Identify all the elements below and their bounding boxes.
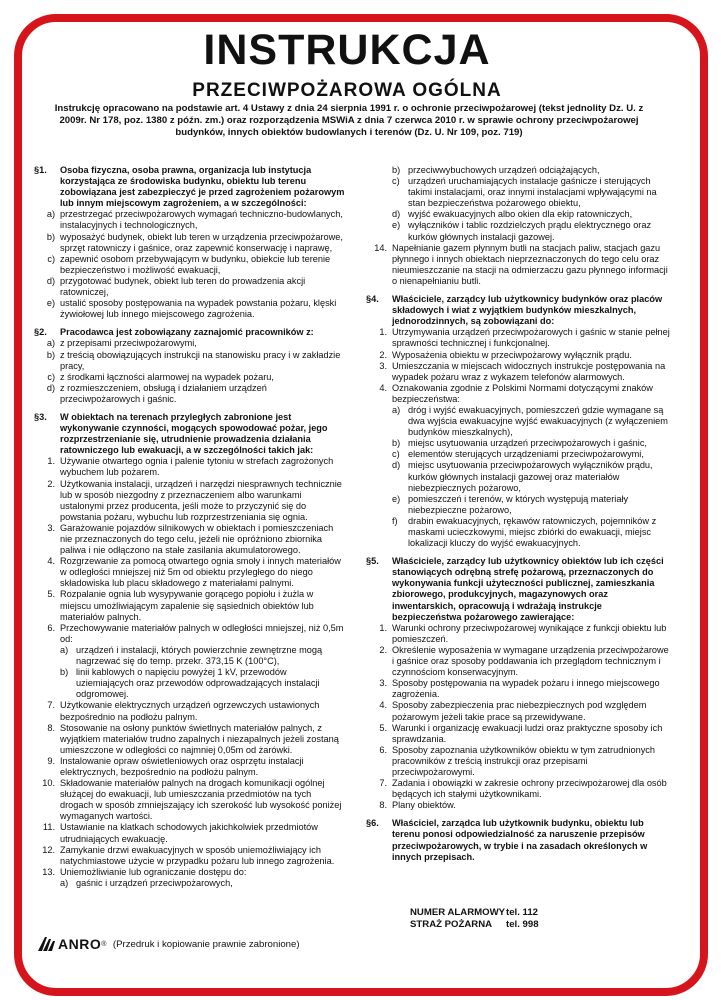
list-item-marker: 2.	[47, 478, 55, 489]
list-item-marker: a)	[46, 338, 55, 349]
list-item-text: Utrzymywania urządzeń przeciwpożarowych i gaśnic w stanie pełnej sprawności technicznej i funkcjonalnej.	[392, 327, 670, 349]
intro-legal-basis: Instrukcję opracowano na podstawie art. 4 Ustawy z dnia 24 sierpnia 1991 r. o ochronie przeciwpożarowej (tekst jednolity Dz. U. z 2009r. Nr 178, poz. 1380 z późn. zm.) oraz rozporządzenia MSWiA z dnia 7 czerwca 2010 r. w sprawie ochrony przeciwpożarowej budynków, innych obiektów budowlanych i terenów (Dz. U. Nr 109, poz. 719)	[54, 103, 644, 139]
list-item	[34, 623, 346, 645]
list-item	[60, 645, 346, 667]
list-item-marker: f)	[392, 515, 398, 526]
list-item	[34, 479, 346, 523]
list-item-marker: a)	[60, 877, 69, 888]
section-heading: Osoba fizyczna, osoba prawna, organizacja lub instytucja korzystająca ze środowiska budynku, obiektu lub terenu zobowiązana jest zabezpieczyć je przed zagrożeniem pożarowym lub innym miejscowym zagrożeniem, a w szczególności:	[60, 165, 345, 209]
list-item-marker: 14.	[374, 242, 387, 253]
list-item	[34, 589, 346, 622]
list-item	[366, 350, 672, 361]
list-item-text: Uniemożliwianie lub ograniczanie dostępu do:	[60, 866, 247, 877]
list-item-marker: 3.	[47, 522, 55, 533]
list-item-text: Warunki ochrony przeciwpożarowej wynikające z funkcji obiektu lub pomieszczeń.	[392, 622, 667, 644]
list-item-text: drabin ewakuacyjnych, rękawów ratowniczych, pojemników z maskami ucieczkowymi, miejsc zbiórki do ewakuacji, miejsc lokalizacji kluczy do wyjść ewakuacyjnych.	[408, 515, 657, 549]
list-item-marker: 3.	[379, 678, 387, 689]
page-subtitle: PRZECIWPOŻAROWA OGÓLNA	[192, 80, 502, 101]
list-item-text: Używanie otwartego ognia i palenie tytoniu w strefach zagrożonych wybuchem lub pożarem.	[60, 456, 334, 478]
list-item-text: wyłączników i tablic rozdzielczych prądu elektrycznego oraz kurków głównych instalacji gazowej.	[408, 220, 652, 242]
list-item-marker: 2.	[379, 644, 387, 655]
list-item-text: przygotować budynek, obiekt lub teren do prowadzenia akcji ratowniczej,	[60, 275, 306, 298]
list-item-text: z przepisami przeciwpożarowymi,	[60, 338, 197, 349]
list-item-marker: 9.	[47, 755, 55, 766]
list-item-text: Stosowanie na osłony punktów świetlnych materiałów palnych, z wyjątkiem materiałów trudno zapalnych i niezapalnych jeżeli zostaną umieszczone w odległości co najmniej 0,05m od żarówki.	[60, 722, 339, 755]
list-item-text: elementów sterujących urządzeniami przeciwpożarowymi,	[408, 449, 644, 460]
list-item	[60, 667, 346, 700]
list-item	[34, 845, 346, 867]
list-item-marker: 11.	[42, 822, 55, 833]
list-item-text: z treścią obowiązujących instrukcji na stanowisku pracy i w zakładzie pracy,	[60, 349, 341, 371]
list-item	[392, 220, 672, 242]
list-item	[34, 867, 346, 878]
list-item-text: wyjść ewakuacyjnych albo okien dla ekip ratowniczych,	[408, 209, 633, 220]
list-item-text: Zadania i obowiązki w zakresie ochrony przeciwpożarowej dla osób będących ich stałymi użytkownikami.	[392, 778, 667, 800]
list-item	[34, 756, 346, 778]
list-item	[366, 361, 672, 383]
list-item	[34, 209, 346, 231]
list-item-marker: b)	[392, 438, 401, 449]
list-item	[34, 822, 346, 844]
list-item-marker: 13.	[42, 866, 55, 877]
section-2-list	[34, 338, 346, 405]
list-item-marker: d)	[392, 209, 401, 220]
list-item-text: Sposoby postępowania na wypadek pożaru i innego miejscowego zagrożenia.	[392, 678, 660, 700]
list-item	[366, 327, 672, 349]
section-heading: Pracodawca jest zobowiązany zaznajomić pracowników z:	[60, 327, 314, 338]
section-number: §4.	[366, 294, 379, 305]
list-item-marker: 8.	[47, 722, 55, 733]
copyright-note: (Przedruk i kopiowanie prawnie zabronione)	[112, 938, 300, 950]
list-item-marker: 5.	[379, 722, 387, 733]
alarm-label: NUMER ALARMOWY	[410, 907, 506, 918]
list-item-text: Oznakowania zgodnie z Polskimi Normami dotyczącymi znaków bezpieczeństwa:	[392, 382, 653, 404]
list-item	[392, 449, 672, 460]
list-item-marker: b)	[46, 231, 55, 242]
list-item-marker: 2.	[379, 349, 387, 360]
list-item	[34, 556, 346, 589]
list-item-marker: c)	[47, 253, 55, 264]
section-1	[34, 165, 346, 320]
list-item-text: miejsc usytuowania przeciwpożarowych wyłączników prądu, kurków głównych instalacji gazowej oraz materiałów niebezpiecznych pożarowo,	[408, 460, 653, 493]
list-item-text: Napełnianie gazem płynnym butli na stacjach paliw, stacjach gazu płynnego i innych obiektach nieprzeznaczonych do tego celu oraz nieumieszczanie na stacji na odmierzaczu gazu płynnego informacji o nienapełnianiu butli.	[392, 242, 668, 286]
list-item-text: przeciwwybuchowych urządzeń odciążających,	[408, 165, 600, 175]
list-item-text: przestrzegać przeciwpożarowych wymagań techniczno-budowlanych, instalacyjnych i technologicznych,	[60, 209, 343, 231]
section-3-continued	[366, 165, 672, 287]
list-item-text: Użytkowanie elektrycznych urządzeń ogrzewczych ustawionych bezpośrednio na podłożu palnym.	[60, 700, 320, 722]
list-item-marker: 4.	[47, 556, 55, 567]
section-number: §5.	[366, 556, 379, 567]
list-item	[34, 338, 346, 349]
list-item-marker: d)	[392, 460, 401, 471]
list-item-marker: c)	[392, 449, 400, 460]
list-item-text: pomieszczeń i terenów, w których występują materiały niebezpieczne pożarowo,	[408, 493, 629, 515]
list-item-marker: 8.	[379, 800, 387, 811]
list-item-text: Określenie wyposażenia w wymagane urządzenia przeciwpożarowe i gaśnice oraz sposoby poddawania ich przeglądom technicznym i czynnościom konserwacyjnym.	[392, 644, 669, 678]
list-item-text: urządzeń uruchamiających instalacje gaśnicze i sterujących takimi instalacjami, oraz innymi instalacjami wpływającymi na stan bezpieczeństwa pożarowego obiektu,	[408, 176, 657, 209]
list-item	[34, 456, 346, 478]
list-item-marker: a)	[46, 209, 55, 220]
list-item-marker: a)	[392, 404, 401, 415]
alarm-label: STRAŻ POŻARNA	[410, 919, 493, 930]
list-item	[34, 254, 346, 276]
list-item-text: Garażowanie pojazdów silnikowych w obiektach i pomieszczeniach nie przeznaczonych do tego celu, jeżeli nie opróżniono zbiornika paliwa i nie odłączono na stałe zasilania akumulatorowego.	[60, 522, 334, 556]
section-heading: Właściciel, zarządca lub użytkownik budynku, obiektu lub terenu ponosi odpowiedzialność za naruszenie przepisów przeciwpożarowych, w trybie i na zasadach określonych w innych przepisach.	[392, 818, 648, 862]
list-item	[392, 405, 672, 438]
list-item-text: Rozgrzewanie za pomocą otwartego ognia smoły i innych materiałów w odległości mniejszej niż 5m od obiektu przyległego do niego składowiska lub placu składowego z materiałami palnymi.	[60, 556, 341, 589]
list-item	[34, 276, 346, 298]
list-item-marker: 10.	[42, 778, 55, 789]
list-item-marker: 6.	[47, 622, 55, 633]
section-3-continued-list	[366, 165, 672, 287]
section-4	[366, 294, 672, 549]
list-item-text: miejsc usytuowania urządzeń przeciwpożarowych i gaśnic,	[408, 438, 647, 449]
section-3	[34, 412, 346, 889]
list-item-marker: d)	[46, 382, 55, 393]
list-item-marker: e)	[392, 220, 401, 231]
list-item	[366, 700, 672, 722]
list-item	[34, 372, 346, 383]
list-item-text: dróg i wyjść ewakuacyjnych, pomieszczeń gdzie wymagane są dwa wyjścia ewakuacyjne wyjść ewakuacyjnych (z wyłączeniem budynków mieszkalnych),	[408, 404, 668, 438]
section-4-list	[366, 327, 672, 549]
list-item-text: gaśnic i urządzeń przeciwpożarowych,	[76, 877, 233, 888]
section-heading: W obiektach na terenach przyległych zabronione jest wykonywanie czynności, mogących spowodować pożar, jego rozprzestrzenianie się, utrudnienie prowadzenia działania ratowniczego lub ewakuacji, a w szczególności takich jak:	[60, 411, 328, 456]
list-item	[34, 350, 346, 372]
list-item-text: Rozpalanie ognia lub wysypywanie gorącego popiołu i żużla w miejscu umożliwiającym zapalenie się sąsiednich obiektów lub materiałów palnych.	[60, 589, 314, 622]
list-item-text: z środkami łączności alarmowej na wypadek pożaru,	[60, 371, 274, 382]
section-heading: Właściciele, zarządcy lub użytkownicy obiektów lub ich części stanowiących odrębną strefę pożarową, przeznaczonych do wykonywania funkcji użyteczności publicznej, zamieszkania zbiorowego, produkcyjnych, magazynowych oraz inwentarskich, opracowują i wdrażają instrukcje bezpieczeństwa pożarowego zawierające:	[392, 556, 664, 622]
list-item	[34, 723, 346, 756]
alarm-row	[410, 907, 610, 919]
list-item-text: Zamykanie drzwi ewakuacyjnych w sposób uniemożliwiający ich natychmiastowe użycie w przypadku pożaru lub innego zagrożenia.	[60, 844, 335, 866]
list-item-text: Składowanie materiałów palnych na drogach komunikacji ogólnej służącej do ewakuacji, lub umieszczania przedmiotów na tych drogach w sposób zmniejszający ich szerokość lub wysokość poniżej wymaganych wartości.	[60, 778, 342, 822]
list-item	[366, 645, 672, 678]
list-item-text: linii kablowych o napięciu powyżej 1 kV, przewodów uziemiających oraz przewodów odprowadzających instalacji odgromowej.	[76, 667, 320, 700]
list-item-text: zapewnić osobom przebywającym w budynku, obiekcie lub terenie bezpieczeństwo i możliwość ewakuacji,	[60, 253, 331, 275]
list-item-marker: a)	[60, 644, 69, 655]
list-item	[60, 878, 346, 889]
section-5-list	[366, 623, 672, 812]
list-item-marker: b)	[392, 165, 401, 175]
list-item	[366, 745, 672, 778]
list-item-marker: 5.	[47, 589, 55, 600]
list-item	[366, 623, 672, 645]
list-item-marker: 7.	[47, 700, 55, 711]
list-item-marker: 1.	[379, 622, 387, 633]
right-column	[366, 165, 672, 870]
list-item-text: Ustawianie na klatkach schodowych jakichkolwiek przedmiotów utrudniających ewakuację.	[60, 822, 318, 844]
section-6	[366, 818, 672, 862]
list-item	[366, 723, 672, 745]
list-item	[34, 700, 346, 722]
list-item-text: Sposoby zabezpieczenia prac niebezpiecznych pod względem pożarowym jeżeli takie prace są przewidywane.	[392, 700, 647, 722]
list-item-marker: 4.	[379, 382, 387, 393]
section-heading: Właściciele, zarządcy lub użytkownicy budynków oraz placów składowych i wiat z wyjątkiem budynków mieszkalnych, jednorodzinnych, są zobowiązani do:	[392, 294, 663, 327]
list-item-text: wyposażyć budynek, obiekt lub teren w urządzenia przeciwpożarowe, sprzęt ratowniczy i gaśnice, oraz zapewnić konserwację i naprawę,	[60, 231, 343, 253]
section-number: §2.	[34, 327, 47, 338]
list-item	[34, 778, 346, 822]
footer	[38, 936, 300, 952]
list-item-marker: e)	[46, 298, 55, 309]
anro-logo-icon	[38, 937, 56, 951]
left-column	[34, 165, 346, 896]
section-2	[34, 327, 346, 405]
list-item-marker: b)	[46, 349, 55, 360]
list-item	[34, 298, 346, 320]
list-item	[392, 438, 672, 449]
section-number: §6.	[366, 818, 379, 829]
list-item-marker: c)	[392, 176, 400, 187]
list-item-marker: 1.	[47, 456, 55, 467]
section-5	[366, 556, 672, 811]
list-item	[392, 516, 672, 549]
list-item	[392, 494, 672, 516]
list-item-text: Użytkowania instalacji, urządzeń i narzędzi niesprawnych technicznie lub w sposób niezgodny z przeznaczeniem albo warunkami ustalonymi przez producenta, jeśli może to przyczynić się do powstania pożaru, wybuchu lub rozprzestrzeniania się ognia.	[60, 478, 342, 522]
anro-logo	[38, 936, 107, 952]
list-item	[366, 243, 672, 287]
list-item-marker: b)	[60, 667, 69, 678]
list-item-text: ustalić sposoby postępowania na wypadek powstania pożaru, klęski żywiołowej lub innego miejscowego zagrożenia.	[60, 298, 337, 320]
list-item-text: Umieszczania w miejscach widocznych instrukcje postępowania na wypadek pożaru wraz z wykazem telefonów alarmowych.	[392, 360, 666, 382]
section-number: §1.	[34, 165, 47, 175]
list-item-text: Plany obiektów.	[392, 800, 456, 811]
list-item	[366, 778, 672, 800]
list-item-text: Sposoby zapoznania użytkowników obiektu w tym zatrudnionych pracowników z treścią instrukcji oraz przepisami przeciwpożarowymi.	[392, 744, 656, 777]
list-item	[392, 460, 672, 493]
list-item-text: urządzeń i instalacji, których powierzchnie zewnętrzne mogą nagrzewać się do temp. przekr. 373,15 K (100°C),	[76, 644, 323, 667]
list-item-text: Instalowanie opraw oświetleniowych oraz osprzętu instalacji elektrycznych, bezpośrednio na podłożu palnym.	[60, 755, 304, 777]
list-item	[34, 232, 346, 254]
list-item-marker: 3.	[379, 360, 387, 371]
section-number: §3.	[34, 411, 47, 422]
brand-name: ANRO	[58, 936, 102, 952]
list-item-text: Przechowywanie materiałów palnych w odległości mniejszej, niż 0,5m od:	[60, 622, 344, 644]
section-1-list	[34, 209, 346, 320]
list-item-marker: d)	[46, 275, 55, 286]
list-item	[392, 209, 672, 220]
list-item	[34, 383, 346, 405]
list-item	[366, 800, 672, 811]
list-item-marker: 4.	[379, 700, 387, 711]
alarm-numbers	[410, 907, 610, 931]
list-item	[34, 523, 346, 556]
list-item-marker: 6.	[379, 744, 387, 755]
list-item-text: Wyposażenia obiektu w przeciwpożarowy wyłącznik prądu.	[392, 349, 632, 360]
alarm-row	[410, 919, 610, 931]
list-item-text: Warunki i organizację ewakuacji ludzi oraz praktyczne sposoby ich sprawdzania.	[392, 722, 663, 744]
list-item-marker: 1.	[379, 327, 387, 338]
alarm-phone: tel. 112	[506, 907, 539, 918]
list-item-marker: c)	[47, 371, 55, 382]
list-item-marker: e)	[392, 493, 401, 504]
section-3-list	[34, 456, 346, 889]
registered-mark: ®	[101, 940, 107, 948]
list-item-text: z rozmieszczeniem, obsługą i działaniem urządzeń przeciwpożarowych i gaśnic.	[60, 382, 267, 404]
list-item	[366, 383, 672, 405]
page-title: INSTRUKCJA	[203, 26, 491, 74]
list-item	[366, 678, 672, 700]
list-item-marker: 7.	[379, 778, 387, 789]
alarm-phone: tel. 998	[506, 919, 539, 930]
list-item-marker: 12.	[42, 844, 55, 855]
list-item	[392, 176, 672, 209]
list-item	[392, 165, 672, 176]
